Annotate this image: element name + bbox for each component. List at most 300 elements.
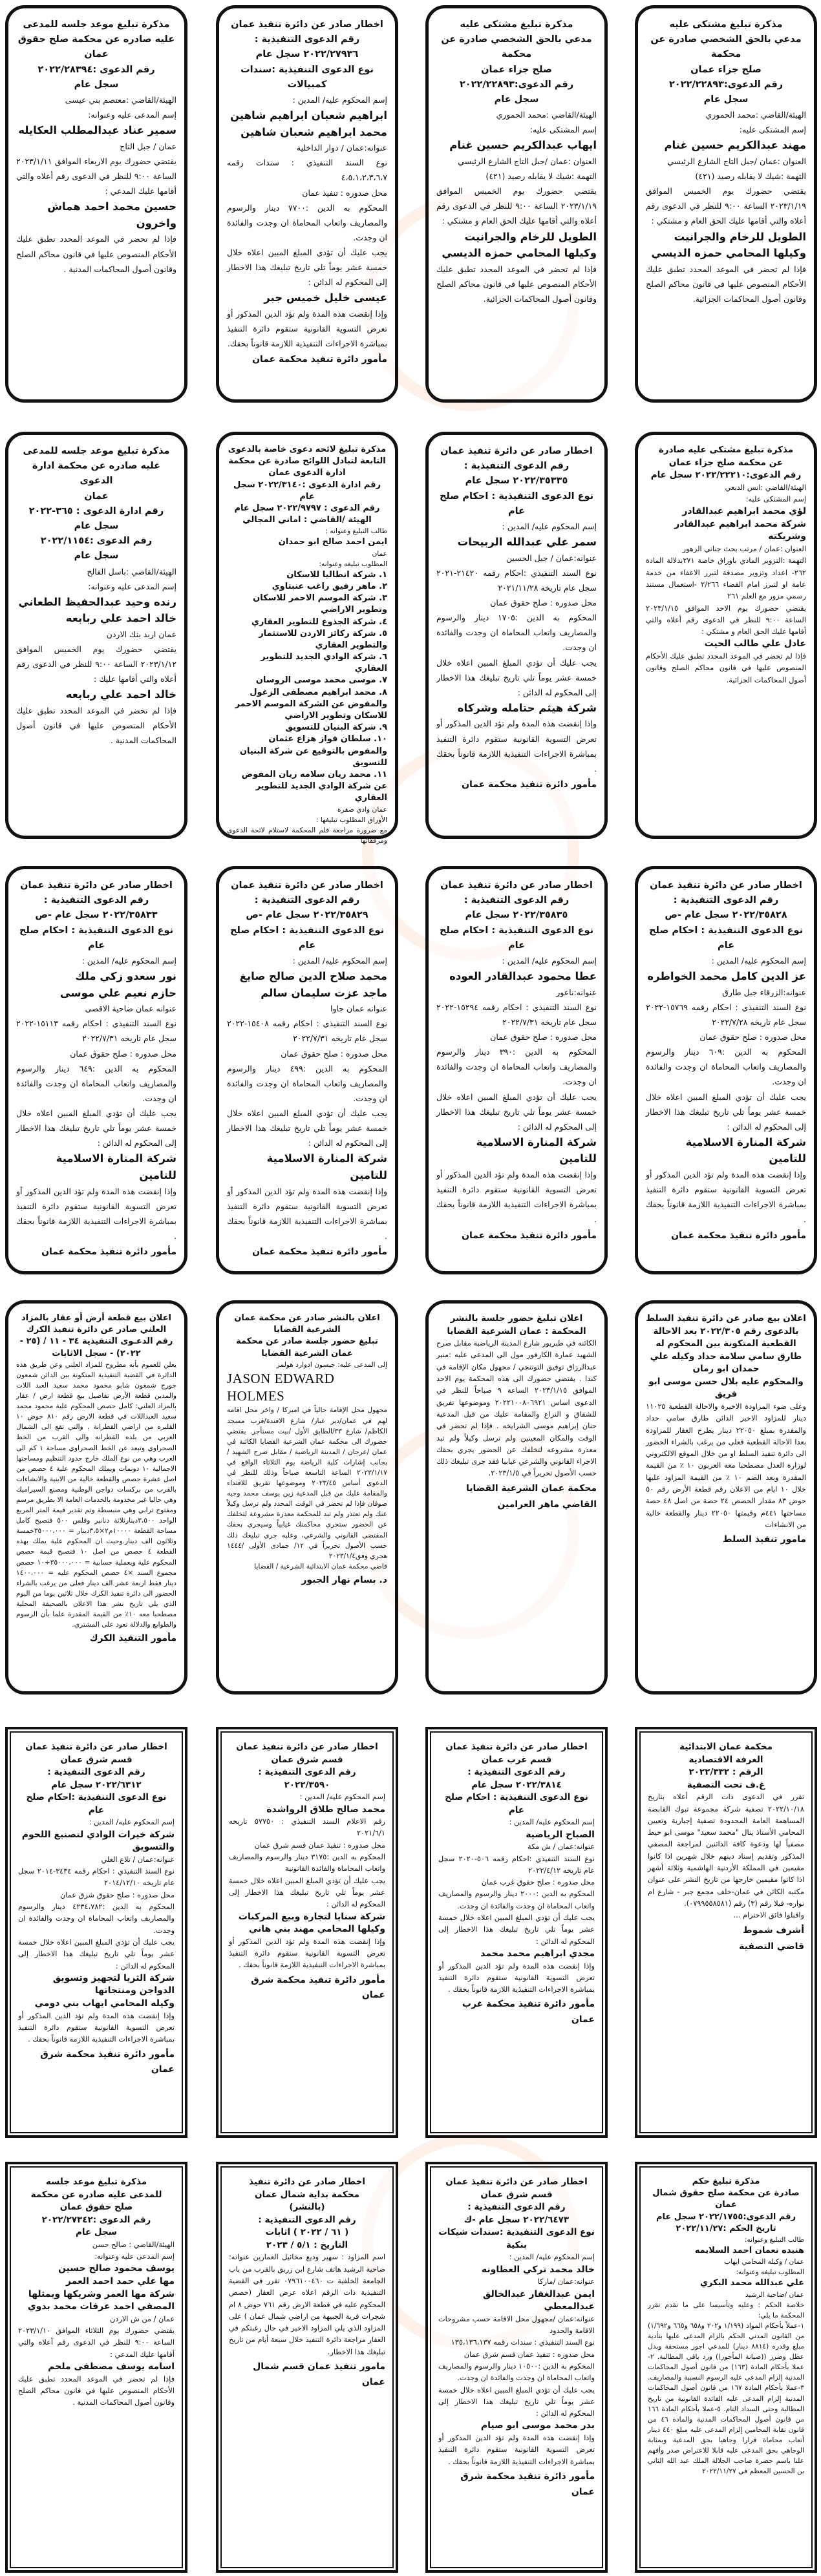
notice-signature: أشرف شموط <box>743 1925 804 1936</box>
notice-text: يقتضي حضورك يوم الخميس الموافق ٢٠٢٣/١/١٢ الساعة ٩:٠٠ للنظر في الدعوى رقم أعلاه والتي أقامها عليك : <box>16 644 176 684</box>
notice-execution <box>216 5 398 403</box>
notice-heading: نوع الدعوى التنفيذية : احكام صلح عام <box>229 925 385 951</box>
notice-text: العنوان :عمان /جبل التاج الشارع الرئيسي <box>458 156 597 166</box>
notice-signature: مأمور دائرة تنفيذ محكمة عمان <box>671 1230 806 1241</box>
notice-heading: محكمة عمان الابتدائية <box>679 1742 773 1752</box>
party-name: حازم نعيم علي موسى <box>59 986 176 999</box>
party-name: ايمن احمد صالح ابو حمدان <box>278 537 387 547</box>
notice-heading: رقم الدعوى التنفيذية : <box>258 1767 356 1778</box>
notice-heading: سجل عام <box>494 94 539 105</box>
notice-text: المحكوم به الدين :٦٠٩ دينار والرسوم والمصاريف واتعاب المحاماة ان وجدت والفائدة ان وجدت. <box>646 1047 806 1087</box>
party-name: ١. شركة انطاليا للاسكان <box>286 569 387 580</box>
notice-text: وإذا إنقضت هذه المدة ولم تؤد الدين المذكور أو تعرض التسوية القانونية ستقوم دائرة التنفيذ بمباشرة الاجراءات التنفيذية اللازمة قانوناً بحقك . <box>438 1961 595 1994</box>
notice-sale-announcement <box>635 1300 817 1694</box>
notice-text: إسم المدعى عليه وعنوانه: <box>88 581 176 591</box>
party-name: الطويل للرخام والجرانيت <box>674 230 806 243</box>
notice-text: يجب عليك أن تؤدي المبلغ المبين اعلاه خلال خمسة عشر يوماً تلي تاريخ تبليغك هذا الاخطار إلى المحكوم له الدائن : <box>18 1937 175 1970</box>
notice-heading: ٢٠٢٢/٣٥٩٠ <box>284 1779 330 1790</box>
notice-signature: مامور تنفيذ عمان قسم شمال عمان <box>253 2361 385 2387</box>
party-name: الصباح الرياضية <box>526 1829 595 1840</box>
notice-text: المحكوم به الدين :١٠٥٠٠ دينار والرسوم والمصاريف واتعاب المحاماة ان وجدت والفائدة ان وجدت. <box>438 2361 595 2383</box>
party-name: شركة المنارة الاسلامية للتامين <box>56 1152 176 1181</box>
notice-heading: مذكرة تبليغ مشتكى عليه <box>669 19 783 30</box>
notice-text: فإذا لم تحضر في الموعد المحدد تطبق عليك الأحكام المنصوص عليها في قانون محاكم الصلح وقانون أصول المحاكمات الجزائية. <box>436 264 597 304</box>
notice-heading: اخطار صادر عن دائرة تنفيذ عمان <box>25 1742 167 1752</box>
notice-heading: ٢٠٢٢/٣٥٨٢٨ سجل عام -ص <box>665 910 787 921</box>
notice-text: عنوانه:عمان / جبل الحسين <box>506 553 597 563</box>
notice-text: فإذا لم تحضر في الموعد المحدد تطبق عليك الأحكام المنصوص عليها في قانون محاكم الصلح وقانون أصول المحاكمات الجزائية. <box>646 652 806 684</box>
party-name: ماجد عزت سليمان سالم <box>261 986 387 999</box>
notice-text: محل صدوره : تنفيذ عمان قسم شرق عمان <box>254 1841 385 1850</box>
notice-judgment <box>635 2162 817 2573</box>
notice-heading: مدعي بالحق الشخصي صادرة عن محكمة <box>650 34 802 60</box>
notice-text: فإذا لم تحضر في الموعد المحدد تطبق عليك الأحكام المنصوص عليها في قانون محاكم الصلح وقانون أصول المحاكمات الجزائية. <box>646 264 806 304</box>
notice-text: محل صدوره : تنفيذ عمان <box>302 187 387 198</box>
party-name: محمد صلاح الدين صالح صايغ <box>239 970 387 983</box>
party-name: وكيله المحامي ايهاب بني دومي <box>34 1998 175 2009</box>
notice-heading: اعلان بيع قطعة أرض أو عقار بالمزاد العلني صادر عن دائرة تنفيذ الكرك <box>21 1313 172 1335</box>
notice-complaint-summons <box>635 5 817 403</box>
notice-text: الهيئة/القاضي :معتصم بني عيسى <box>65 94 176 105</box>
notice-text: نوع السند التنفيذي : احكام رقمه ١٥٧٦٩-٢٠٢٢ سجل عام تاريخه ٢٠٢٢/٧/٢٨ <box>646 1002 806 1027</box>
notice-heading: عليه صادره عن محكمة صلح حقوق عمان <box>17 34 175 60</box>
notice-text: اسم المزاود : سهير وديع مخائيل العمارين عنوانه: ضاحية الرشيد هاتف شارع ابن زريق بالقرب من باب الجامعة الخلفية ت ٠٧٩٦١٠٠٤٦٠ تقرر في القضية التنفيذية ذات الرقم اعلاه عرض العقار (حصص المحكوم عليه في قطعة الارض رقم ٧٦١ حوض ٨ ام شجرات قرية الجبيهة من اراضي شمال عمان ) على المزاود الذي يلي المزاود الاخير في حال رغبتكم في العقار مراجعة دائرة التنفيذ خلال سبعة أيام من تاريخ تبليغك هذا الاخطار. <box>228 2253 385 2356</box>
notice-hearing-summons <box>5 432 187 839</box>
notice-signature: مامور تنفيذ السلط <box>722 1534 806 1545</box>
notice-heading: نوع الدعوى التنفيذية :سندات شيكات بنكية <box>438 2227 595 2250</box>
notice-text: محل صدوره : صلح حقوق غرب عمان <box>481 1878 595 1887</box>
notice-heading: نوع الدعوى التنفيذية : احكام صلح عام <box>19 925 174 951</box>
notice-heading: ٢٠٢٢/٣٥٨٢٩ سجل عام -ص <box>246 910 368 921</box>
notice-heading: رقم ادارة الدعوى : ٣٦٥-٢٠٢٢ <box>28 505 164 516</box>
party-name: هنيده نعمان احمد السلايمه <box>694 2246 804 2256</box>
notice-signature: مأمور دائرة تنفيذ محكمة عمان <box>252 1247 387 1258</box>
notice-text: إسم المحكوم عليه/ المدين : <box>89 1818 175 1827</box>
party-name: اسامه يوسف مصطفى ملحم <box>48 2361 175 2372</box>
notice-execution <box>5 866 187 1274</box>
party-name: ١١. محمد ريان سلامه ريان المفوض عن شركة الوادي الجديد للتطوير العقاري <box>241 769 387 803</box>
notice-text: يقتضي حضورك يوم الاحد الموافق ٢٠٢٣/١/١٥ الساعة ٩:٠٠ للنظر في الدعوى رقم أعلاه والتي أقامها عليك الحق العام و مشتكي : <box>646 604 807 637</box>
notice-text: محل صدوره : صلح حقوق عمان <box>490 1032 597 1042</box>
party-name: ايهاب عبدالكريم حسين غنام <box>449 139 597 152</box>
notice-text: وإذا إنقضت هذه المدة ولم تؤد الدين المذكور أو تعرض التسوية القانونية ستقوم دائرة التنفيذ بمباشرة الاجراءات التنفيذية اللازمة قانوناً بحقك . <box>16 1186 176 1241</box>
notice-heading: غ.ف تحت التصفية <box>687 1779 765 1790</box>
notice-heading: مذكرة تبليغ موعد جلسه <box>45 2177 147 2187</box>
notice-text: التهمة :شيك لا يقابله رصيد (٤٢١) <box>695 171 806 182</box>
notice-heading: اخطار صادر عن دائرة تنفيذ <box>249 2177 365 2187</box>
notice-signature: مأمور دائرة تنفيذ محكمة غرب عمان <box>462 1999 595 2025</box>
notice-heading: ٢٠٢٢/٦٤٧٣ سجل عام -ك <box>464 2214 570 2225</box>
notice-heading: رقم الدعوى التنفيذية : <box>43 895 149 906</box>
party-name: ابراهيم شعبان ابراهيم شاهين <box>229 109 387 122</box>
notice-text: عمان اربد بنك الاردن <box>106 629 176 639</box>
notice-text: يقتضي حضورك يوم الاربعاء الموافق ٢٠٢٣/١/١١ الساعة ٩:٠٠ للنظر في الدعوى رقم أعلاه والتي أقامها عليك المدعي : <box>16 156 176 196</box>
party-name: شركة المنارة الاسلامية للتامين <box>266 1152 387 1181</box>
notice-text: المحكوم به الدين :٦٤٩ دينار والرسوم والمصاريف واتعاب المحاماة ان وجدت والفائدة ان وجدت. <box>16 1063 176 1103</box>
notice-text: يجب عليك أن تؤدي المبلغ المبين اعلاه خلال خمسة عشر يوماً تلي تاريخ تبليغك هذا الاخطار إلى المحكوم له الدائن : <box>438 2385 595 2418</box>
notice-text: يقتضي حضورك يوم الخميس الموافق ٢٠٢٣/١/١٩ الساعة ٩:٠٠ للنظر في الدعوى رقم أعلاه والتي أقامها عليك الحق العام و مشتكي : <box>436 186 597 226</box>
notice-text: الهيئة/القاضي :انس الدبعي <box>725 483 806 492</box>
notice-execution <box>216 1727 398 2138</box>
notice-text: التهمة :شيك لا يقابله رصيد (٤٢١) <box>485 171 597 182</box>
notice-text: تقرر في الدعوى ذات الرقم أعلاه بتاريخ ٢٠٢٢/١٠/١٨ تصفية شركة مجموعة تبوك القابضة المساهمة العامة المحدودة تصفية إجبارية وتعيين المحامي الأستاذ ينال "محمد سعيد" موسى ابو خيط مصفياً لها ودعوة كافة الدائنين لمراجعة المصفي المذكور وتقديم إسناد دينهم خلال شهرين اذا كانوا مقيمين في المملكة الأردنية الهاشمية وثلاثة أشهر اذا كانوا مقيمين خارجها من تاريخ النشر على عنوان مكتبه الكائن في عمان-خلف مجمع جبر - شارع ام نواره- فيلا رقم (٣) رقم (٠٧٩٩٥٥٨٥٨١). <box>648 1793 804 1908</box>
notice-text: وإذا إنقضت هذه المدة ولم تؤد الدين المذكور أو تعرض التسوية القانونية ستقوم دائرة التنفيذ بمباشرة الاجراءات التنفيذية اللازمة قانوناً بحقك . <box>436 1170 597 1225</box>
party-name: شركة المنارة الاسلامية للتامين <box>685 1135 806 1165</box>
notice-heading: اخطار صادر عن دائرة تنفيذ عمان <box>440 880 593 891</box>
notice-signature: القاضي ماهر العرامين <box>497 1499 597 1510</box>
notice-text: إسم المدعى عليه وعنوانه: <box>88 110 176 120</box>
notice-heading: اعلان بالنشر صادر عن محكمة عمان الشرعية القضايا <box>234 1313 380 1335</box>
party-name: بدر محمد موسى ابو صيام <box>480 2420 595 2431</box>
notice-text: العنوان :عمان / مرتب بحث جناني الزهور <box>682 545 806 554</box>
notice-heading: ٢٠٢٢/٣٨١٤ سجل عام <box>471 1779 562 1790</box>
notice-heading: نوع الدعوى التنفيذية : احكام صلح عام <box>439 925 594 951</box>
notice-text: المحكوم به الدين :٤٢٣٤،٧٨٢ دينار والرسوم والمصاريف واتعاب المحاماة ان وجدت والفائدة ان وجدت. <box>18 1903 175 1935</box>
notice-text: المطلوب تبليغه وعنوانه: <box>736 2268 804 2277</box>
party-name: شركة مها العمر وشريكها ويمثلها المصفي احمد عرفات محمد بدوي <box>27 2288 175 2312</box>
party-name: مها علي حمد احمد العمر <box>65 2276 175 2286</box>
notice-text: عنوانه:عمان / دوار الداخلية <box>296 143 387 153</box>
party-name: ايمن عبدالغفار عبدالخالق عبدالمعطي <box>482 2288 595 2312</box>
notice-heading: (بالنشر) <box>289 2202 325 2213</box>
notice-heading: مذكرة تبليغ موعد جلسه للمدعى <box>23 19 170 30</box>
notice-heading: قسم شرق عمان <box>480 2189 553 2200</box>
notice-text: إسم المحكوم عليه/ المدين : <box>299 1793 385 1802</box>
notice-signature: مأمور دائرة تنفيذ محكمة شرق عمان <box>40 2049 175 2075</box>
notice-text: عنوانه:عمان /ماركا <box>537 2277 595 2286</box>
notice-heading: قسم شرق عمان <box>60 1754 133 1765</box>
notice-text: وإذا إنقضت هذه المدة ولم تؤد الدين المذكور أو تعرض التسوية القانونية ستقوم دائرة التنفيذ بمباشرة الاجراءات التنفيذية اللازمة قانوناً بحقك. <box>227 309 387 349</box>
notice-text: المطلوب تبليغه وعنوانه: <box>319 560 387 568</box>
party-name: سمير عناد عبدالمطلب العكايله <box>18 124 176 137</box>
notice-complaint-summons <box>425 5 608 403</box>
notice-execution <box>425 1727 608 2138</box>
notice-text: إسم المحكوم عليه/ المدين : <box>711 955 806 966</box>
notice-text: إسم المحكوم عليه/ المدين : <box>81 955 176 966</box>
notice-text: يجب عليك أن تؤدي المبلغ المبين اعلاه خلال خمسة عشر يوماً تلي تاريخ تبليغك هذا الاخطار إلى المحكوم له الدائن : <box>436 1092 597 1132</box>
notice-heading: سجل عام <box>76 2227 117 2238</box>
notice-text: عمان / جبل التاج <box>120 141 176 151</box>
notice-execution <box>635 866 817 1274</box>
notice-text: قاضي محكمة عمان الابتدائية الشرعية / القضايا <box>254 1562 387 1570</box>
notice-text: وإذا إنقضت هذه المدة ولم تؤد الدين المذكور أو تعرض التسوية القانونية ستقوم دائرة التنفيذ بمباشرة الاجراءات التنفيذية اللازمة قانوناً بحقك . <box>229 1937 385 1970</box>
notice-text: نوع السند التنفيذي : سندات رقمه ١٣٥،١٣٦،١٣٧ <box>451 2338 595 2347</box>
notice-text: إسم المحكوم عليه/ المدين : <box>509 1818 595 1827</box>
notice-signature: مأمور دائرة تنفيذ محكمة شرق عمان <box>460 2471 595 2497</box>
party-name: محمد ابراهيم شعبان شاهين <box>240 125 387 138</box>
notice-execution <box>425 2162 608 2573</box>
notice-heading: الهيئة /القاضي : اماني المجالي <box>242 515 372 525</box>
notice-heading: اخطار صادر عن دائرة تنفيذ عمان <box>650 880 802 891</box>
notice-liquidation <box>635 1727 817 2138</box>
notice-heading: رقم الدعوى التنفيذية : <box>467 2202 566 2213</box>
notice-text: الهيئة/القاضي :محمد الحموري <box>705 110 806 120</box>
notice-heading: والمحكوم عليه بلال حسن موسى ابو قريق <box>648 1376 804 1400</box>
notice-text: طالب التبليغ وعنوانه : <box>325 527 387 536</box>
party-name: شركة المنارة الاسلامية للتامين <box>476 1135 597 1165</box>
party-name: ٤. شركة الجذوع للتطوير العقاري <box>251 617 387 627</box>
party-name: شركة خيرات الوادي لتصنيع اللحوم والتسويق <box>21 1829 175 1853</box>
party-name-latin: JASON EDWARD HOLMES <box>227 1370 335 1404</box>
notice-heading: للمدعى عليه صادره عن محكمة <box>30 2189 162 2200</box>
notice-heading: رقم الدعـوى التنفيذية ٣٤ - ١١ / (٢٥ - ٢٠٢٢) - سجل الاثابات <box>19 1336 173 1358</box>
notice-text: عمان / وكيله المحامي ايهاب <box>724 2258 804 2266</box>
notice-text: إسم المشتكى عليه: <box>745 494 806 503</box>
party-name: الطويل للرخام والجرانيت <box>464 230 597 243</box>
notice-text: الهيئة/القاضي : صالح حسن <box>92 2240 175 2249</box>
notice-text: وعلى ضوء المزاودة الاخيرة والاحالة القطعية ١١٠٢٥ دينار للمزاود الاخير الدائن طارق سامي حداد والمقدرة بمبلغ ٢٢٠٥٠ دينار يطرح العقار للمزاودة بعدا الاحالة القطعية فعلى من يرغب بالشراء الحضور الى دائرة تنفيذ السلط او من خلال الموقع الالكتروني لوزارة العدل مصطحبا معه العربون ١٠ ٪ من القيمة المقدرة وبعد الضم ١٠ ٪ من القيمة المزاود عليها خلال ١٠ ايام من الاعلان رقم قطعة الأرض رقم ٥٠ حوض ٨٣ مقدار الحصص ٢٤ حصة من اصل ٤٨ حصة مساحتها ٤٤١م وقيمتها ٢٢٠٥٠ دينار والقطعة خالية من الانشاءات <box>646 1402 807 1529</box>
party-name: وكيلها المحامي مهند بني هاني <box>248 1924 385 1935</box>
notice-text: عمان /ضاحية الرشيد <box>745 2290 804 2299</box>
notice-text: إسم المحكوم عليه/ المدين : <box>502 955 597 966</box>
notice-heading: رقم الدعوى التنفيذية : <box>258 2214 356 2225</box>
notice-heading: رقم الدعوى:٢٠٢٢/١٧٥٥ سجل عام <box>656 2212 796 2222</box>
notice-heading: نوع الدعوى التنفيذية :سندات كمبيالات <box>240 64 374 90</box>
party-name: محمد صالح طلاق الرواشدة <box>266 1804 385 1815</box>
notice-heading: رقم الدعوى:٢٠٢٢/٢٢٢١٠ سجل عام <box>650 470 802 481</box>
notice-heading: صلح حقوق عمان <box>59 2202 133 2213</box>
notice-text: يجب عليك أن تؤدي المبلغ المبين اعلاه خلال خمسة عشر يوماً تلي تاريخ تبليغك هذا الاخطار إلى المحكوم له الدائن : <box>227 1108 387 1148</box>
notice-text: محل صدوره : صلح حقوق عمان <box>490 598 597 607</box>
notice-heading: مذكرة تبليغ حكم <box>692 2177 760 2186</box>
notice-text: خلاصة الحكم : وعليه وتأسيسا على ما تقدم تقرر المحكمة ما يلي: <box>648 2301 804 2319</box>
party-name: مهند عبدالكريم حسين غنام <box>664 139 806 152</box>
party-name: ٧. موسى محمد موسى الروسان <box>255 675 387 686</box>
notice-heading: مذكرة تبليغ موعد جلسه للمدعى <box>23 446 170 456</box>
notice-text: يجب عليك أن تؤدي المبلغ المبين اعلاه خلال خمسة عشر يوماً تلي تاريخ تبليغك هذا الاخطار إلى المحكوم له الدائن : <box>16 1108 176 1148</box>
notice-text: نوع السند التنفيذي : احكام رقمه ١٥٤٠٨-٢٠٢٢ سجل عام تاريخه ٢٠٢٢/٧/٣١ <box>227 1019 387 1044</box>
notice-text: مع ضرورة مراجعة قلم المحكمة لاستلام لائحة الدعوى ومرفقاتها <box>227 826 387 845</box>
notice-text: المحكوم به الدين :٧٧٠٠ دينار والرسوم والمصاريف واتعاب المحاماة ان وجدت والفائدة ان وجدت. <box>227 202 388 242</box>
notice-heading: رقم الدعوى:٢٠٢٢/٢٢٨٩٣ <box>459 79 574 90</box>
notice-heading: ( ٦١ / ٢٠٢٢ ) اثابات <box>265 2227 349 2238</box>
notice-text: عنوانه عمان جاوا <box>330 1004 387 1014</box>
notice-text: المحكوم به الدين :٢٠٠٠ دينار والرسوم والمصاريف واتعاب المحاماة ان وجدت والفائدة ان وجدت. <box>438 1890 595 1910</box>
notice-text: عمان <box>372 549 387 558</box>
notice-heading: رقم الدعوى التنفيذية : <box>673 895 779 906</box>
notice-text: يقتضي حضورك يوم الخميس الموافق ٢٠٢٣/١/١٩ الساعة ٩:٠٠ للنظر في الدعوى رقم أعلاه والتي أقامها عليك الحق العام و مشتكي : <box>646 186 806 226</box>
party-name: يوسف محمود صالح حسين <box>58 2263 175 2274</box>
notice-heading: اخطار صادر عن دائرة تنفيذ عمان <box>231 19 383 30</box>
party-name: خالد احمد علي ربابعه <box>65 612 176 625</box>
notice-signature: قاضي التصفية <box>739 1941 804 1952</box>
party-name: ٢. ماهر رفيق راغب عنبتاوي <box>272 581 387 591</box>
notice-hearing-summons <box>5 2162 187 2573</box>
notice-text: نوع السند التنفيذي :احكام رقمه ٥٠٦-٢٠٢٠ سجل عام تاريخه ٢٠٢٢/٤/١٢ <box>438 1854 595 1875</box>
notice-heading: اخطار صادر عن دائرة تنفيذ عمان قسم غرب عمان <box>445 1742 588 1765</box>
notice-heading: اخطار صادر عن دائرة تنفيذ عمان قسم شرق عمان <box>236 1742 378 1765</box>
notice-text: يجب عليك أن تؤدي المبلغ المبين اعلاه خلال خمسة عشر يوماً تلي تاريخ تبليغك هذا الاخطار إلى المحكوم له الدائن : <box>438 1914 595 1946</box>
notice-sharia-publication <box>216 1300 398 1694</box>
notice-heading: سجل عام <box>74 551 119 562</box>
party-name: عطا محمود عبدالقادر العوده <box>449 970 597 983</box>
notice-text: وإذا إنقضت هذه المدة ولم تؤد الدين المذكور أو تعرض التسوية القانونية ستقوم دائرة التنفيذ بمباشرة الاجراءات التنفيذية اللازمة قانوناً بحقك . <box>18 2011 175 2044</box>
notice-execution-auction <box>216 2162 398 2573</box>
party-name: رنده وحيد عبدالحفيظ الطعاني <box>18 595 176 608</box>
notice-heading: رقم الدعوى التنفيذية : <box>464 895 570 906</box>
party-name: ٩. شركة البنيان للتسويق <box>285 723 387 733</box>
notice-text: المحكوم به الدين :٣١٧٥ دينار والرسوم والمصاريف واتعاب المحاماة والفائدة القانونية <box>229 1853 385 1874</box>
notice-text: إسم المحكوم عليه/ المدين : <box>502 521 597 531</box>
party-name: ٥. شركة ركائز الاردن للاستثمار والتطوير العقاري <box>259 628 387 650</box>
party-name: نور سعدو زكي ملك <box>75 970 176 983</box>
party-name: عز الدين كامل محمد الخواطره <box>647 970 806 983</box>
notice-text: المحكوم به الدين :٤٩٩ دينار والرسوم والمصاريف واتعاب المحاماة ان وجدت والفائدة ان وجدت. <box>227 1063 387 1103</box>
notice-text: عنوانه:عمان /مجهول محل الاقامة حسب مشروحات الاقامة والحدود <box>438 2314 595 2336</box>
notice-heading: صلح جزاء عمان <box>690 64 762 75</box>
notice-text: واقبلوا فائق الاحترام ... <box>733 1911 804 1920</box>
party-name: حسين محمد احمد هماش واخرون <box>47 200 176 229</box>
notice-text: يعلن للعموم بأنه مطروح للمزاد العلني وعن طريق هذه الدائرة في القضية التنفيذية المتكونة بين الدائن شمعون جورج شمعون شابو محمود محمد سعيد العبد اللات والمدين قطعة الأرض تفاصيل بيع قطعة ارض / عقار بالمزاد العلني: كامل حصص المحكوم علية محمود محمد سعيد العبداللات في قطعة الارض رقم ٨١٠ حوض ١٠ القلبره من اراضي القطرانة . والتي تقع الى الشمال الغربي من بلده القطرانه والى القرب من الخط الصحراوي وتبعد عن الخط الصحراوي مساحة ١ كم الى الغرب وهي من نوع الملك خارج حدود التنظيم ومساحتها الاجمالية ١٠ دونمات ويملك المحكوم علية ٤ حصص من اصل عشرة حصص والقطعة خالية من الابنية والانشاءات بالقرب من بركسات دواجن الوطنية ومصنع السيراميك وهي حاليا غير مخدومة بالخدمات العامة الا بطريق مرسم ومفتوح ترابي وهي منبسطة وتم تقدير قيمة المتر المربع الواحد ٣،٥٠٠دينارثلاثة دنانير وفلس ٥٠٠ فتصبح كامل مساحة القطعة ١٠٠٠٠م٢×٣،٥دينار = ٣٥٠٠٠،٠٠٠خمسة وثلاثون الف دينار.وحيث ان المحكوم علية يملك بهذه القطعة ٤ حصص من اصل ١٠ فتصبح قيمة حصص المحكوم علية وبعملية حسابية = ٣٥٠٠٠،٠٠٠÷١٠ حصص مجموع السند ×٤ حصص المحكوم عليه = ١٤٠٠،٠٠٠ دينار فقط اربعة عشر الف دينار فعلى من يرغب بالشراء الحضور الى دائرة تنفيذ الكرك خلال ثلاثين يوما من اليوم الذي يلي تاريخ نشر هذا الاعلان بالصحيفة المحلية مصطحبا معه ١٠٪ من القيمة المقدرة علما بأن الرسوم والطوابع والدلالة تعود على المشتري. <box>16 1360 177 1629</box>
notice-text: إسم المشتكى عليه: <box>739 125 806 135</box>
notice-text: المحكوم به الدين :٣٩٠ دينار والرسوم والمصاريف واتعاب المحاماة ان وجدت والفائدة ان وجدت. <box>436 1047 597 1087</box>
party-name: ٦. شركة الوادي الجديد للتطوير العقاري <box>261 652 387 674</box>
notice-heading: عن محكمة صلح جزاء عمان <box>668 457 784 468</box>
notice-text: عنوانه:ناعور <box>556 987 597 997</box>
notice-heading: مدعي بالحق الشخصي صادرة عن محكمة <box>441 34 592 60</box>
notice-text: رقم الاعلام السند التنفيذي : ٥٧٧٥٠ تاريخه ٢٠٢١/٦/١ <box>229 1817 385 1838</box>
notice-heading: رقم الدعوى التنفيذية : <box>254 34 360 45</box>
notice-heading: التاريخ : ٥/١ / ٢٠٢٣ <box>266 2239 348 2250</box>
notice-signature: مأمور التنفيذ الكرك <box>89 1633 176 1644</box>
notice-text: يجب عليك أن تؤدي المبلغ المبين اعلاه خلال خمسة عشر يوماً تلي تاريخ تبليغك هذا الاخطار إلى المحكوم له الدائن : <box>436 657 597 697</box>
notice-heading: مذكرة تبليغ لائحه دعوى خاصة بالدعوى التابعة لتبادل اللوائح صادرة عن محكمة ادارة الدعوى عمان <box>228 445 387 478</box>
party-name: لؤي محمد ابراهيم عبدالقادر <box>682 506 806 517</box>
notice-execution <box>425 866 608 1274</box>
party-name: وكيلها المحامي حمزه الديسي <box>651 247 806 260</box>
party-name: علي عبدالله محمد البكري <box>700 2278 804 2288</box>
notice-text: محل صدوره : صلح حقوق عمان <box>70 1048 176 1059</box>
notice-signature: محكمة عمان الشرعية القضايا <box>465 1483 597 1494</box>
notice-heading: اعلان بيع صادر عن دائرة تنفيذ السلط بالدعوى رقم ٢٠٢٢/٣٠٥ بعد الاحالة القطعية المتكونة بين المحكوم له طارق سامي سلامة حداد وكيله علي حمدان ابو رمان <box>646 1313 806 1375</box>
notice-text: فإذا لم تحضر في الموعد المحدد تطبق عليك الأحكام المنصوص عليها في قانون محاكم الصلح وقانون أصول المحاكمات المدنية . <box>18 2374 175 2407</box>
notice-text: نوع السند التنفيذي : احكام رقمه ٣٤٣٤-٢٠١٤ سجل عام تاريخه ٢٠١٤/١٢/١٠ <box>18 1867 175 1888</box>
notice-heading: عليه صادره عن محكمة ادارة الدعوى <box>32 461 161 487</box>
party-name: ٨. محمد ابراهيم مصطفى الزغول والمفوض عن الشركة الموسم الاحمر للاسكان وتطوير الاراضي <box>235 687 387 721</box>
notice-text: عنوانه:عمان / تلاع العلي <box>101 1855 175 1864</box>
notice-text: إسم المشتكى عليه: <box>529 125 597 135</box>
notice-text: التهمة :التزوير المادي باوراق خاصة ٢٧١بدلالة المادة ٢٦٢- اعداد وتزوير مصدقة لتبرر الاعفاء من خدمة عامة او لتبرز امام القضاء ٢/٢٦٦ -استعمال مستند رسمي مزور مع العلم ٢٦١ <box>646 556 806 601</box>
notice-text: محل صدوره : صلح حقوق عمان <box>699 1032 806 1042</box>
notice-text: إسم المحكوم عليه/ المدين : <box>292 94 387 105</box>
notice-text: عمان / من ش الاردن <box>110 2314 175 2323</box>
notice-heading: نوع الدعوى التنفيذية : احكام صلح عام <box>439 491 594 516</box>
notice-heading: عمان <box>84 491 109 501</box>
notice-heading: رقم الدعوى : ٢٠٢٢/٩٧٩٧ سجل عام <box>234 503 380 513</box>
party-name: خالد محمد تركي العطاونه <box>481 2264 595 2275</box>
notice-text: وإذا إنقضت هذه المدة ولم تؤد الدين المذكور أو تعرض التسوية القانونية ستقوم دائرة التنفيذ بمباشرة الاجراءات التنفيذية اللازمة قانوناً بحقك . <box>227 1186 387 1241</box>
notice-hearing-summons <box>5 5 187 403</box>
notice-heading: نوع الدعوى التنفيذية :احكام صلح عام <box>26 1792 167 1815</box>
notice-execution <box>5 1727 187 2138</box>
notice-heading: رقم ادارة الدعوى :٢٠٢٢/٣١٤٠ سجل عام <box>233 480 381 501</box>
notice-text: نوع السند التنفيذي : احكام رقمه ١٥٢٩٤-٢٠٢٢ سجل عام تاريخه ٢٠٢٢/٧/٣١ <box>436 1002 597 1027</box>
notice-execution <box>425 432 608 839</box>
notice-execution <box>216 866 398 1274</box>
party-name: خالد احمد علي ربابعه <box>65 688 176 701</box>
notice-heading: رقم الدعوى :٢٠٢٢/٢٧٣٤٢ <box>41 2214 151 2225</box>
notice-text: إسم المدعى عليه وعنوانه: <box>94 2252 175 2261</box>
notice-text: الهيئة/القاضي :محمد الحموري <box>496 110 597 120</box>
party-name: مجدي ابراهيم محمد محمد <box>480 1948 595 1959</box>
notice-heading: تبليغ حضور جلسة صادر عن محكمة عمان الشرعية القضايا <box>236 1336 378 1358</box>
notice-heading: نوع الدعوى التنفيذية : احكام صلح عام <box>445 1792 588 1815</box>
notice-heading: رقم الدعوى :٢٠٢٢/٢٨٣٩٤ <box>37 64 155 75</box>
notice-text: نوع السند التنفيذي : سندات رقمه ٤،٥،١،٢،٣،٦،٧ <box>227 158 387 183</box>
party-name: ١٠. سلطان فواز هزاع عثمان والمفوض بالتوقيع عن شركة البنيان للتسويق <box>239 734 387 768</box>
notice-text: العنوان :عمان /جبل التاج الشارع الرئيسي <box>667 156 806 166</box>
notice-text: مجهول محل الإقامة حالياً في اميركا / واخر محل اقامه لهم في عمان/دير غبار/ شارع الافندة/قرب مسجد الكاظم/ شارع ٣٣/الطابق الأول /بيت مستأجر. يقتضي حضورك الى محكمة عمان الشرعية القضايا الكائنة في عمان /عرجان / المدينة الرياضية / مقابل صرح الشهيد /بجانب إشارات كلية الرياضة يوم الثلاثاء الواقع في ٢٠٢٣/١/١٧ الساعة التاسعة صباحاً وذلك للنظر في الدعوى أساس ٢٠٢٣/٤٥ وموضوعها تفريق للافتداء والمقامة عليك من قبل المدعية زين يوسف محمد وجيه صوفان فإذا لم تحضر في الوقت المحدد ولم ترسل وكيلاً عنك ولم تعتذر ولم تبد للمحكمة معذرة مشروعة لتخلفك عن الحضور ستجري محاكمتك غيابياً وسيجري بحقك المقتضى القانوني والشرعي، وعليه جرى تبليغك ذلك حسب الأصول تحريراً في ١٢/ جمادى الأولى /١٤٤٤ هجري وفق٢٠٢٣/١/٤ <box>227 1406 387 1560</box>
notice-text: يقتضي حضورك يوم الثلاثاء الموافق ٢٠٢٣/١/١٠ الساعة ٩:٠٠ للنظر في الدعوى رقم أعلاه والتي أقامها عليك المدعي : <box>18 2327 175 2359</box>
party-name: شركة محمد ابراهيم عبدالقادر وشريكته <box>674 518 806 542</box>
party-name: وكيلها المحامي حمزه الديسي <box>442 247 597 260</box>
party-name: عيسى خليل خميس جبر <box>264 291 387 304</box>
party-name: ٣. شركة الموسم الاحمر للاسكان وتطوير الاراضي <box>253 593 387 615</box>
party-name: شركة سنايا لتجارة وبيع المركبات <box>238 1911 385 1922</box>
party-name: شركة الثريا لتجهيز وتسويق الدواجن ومنتجاتها <box>52 1972 175 1996</box>
notice-heading: ٢٠٢٢/٣٥٣٣٥ سجل عام <box>465 476 568 487</box>
party-name: شركة هيثم حتامله وشركاه <box>457 701 597 714</box>
notice-text: محل صدوره : صلح حقوق عمان <box>281 1048 387 1059</box>
notice-text: فإذا لم تحضر في الموعد المحدد تطبق عليك الأحكام المنصوص عليها في قانون أصول المحاكمات المدنية . <box>16 705 176 746</box>
notice-heading: ٢٠٢٢/٦٣١٢ سجل عام <box>51 1779 142 1790</box>
party-name: عادل علي طالب الحيت <box>704 639 806 649</box>
party-name: سمر علي عبدالله الربيحات <box>457 536 597 549</box>
notice-text: إسم المحكوم عليه/ المدين : <box>509 2253 595 2262</box>
notice-heading: رقم الدعوى :٢٠٢٢/١١٥٤ <box>40 536 153 547</box>
notice-heading: ٢٠٢٢/٣٥٨٣٥ سجل عام <box>465 910 568 921</box>
notice-heading: الرقم : ٢٠٢٢/٣٣٢ <box>688 1767 763 1778</box>
notice-heading: رقم الدعوى التنفيذية : <box>467 1767 566 1778</box>
notice-heading: رقم الدعوى:٢٠٢٢/٢٢٨٩٣ <box>668 79 784 90</box>
notice-text: نوع السند التنفيذي : احكام رقمه ١٥١١٣-٢٠٢٢ سجل عام تاريخه ٢٠٢٢/٧/٣١ <box>16 1019 176 1044</box>
notice-heading: صلح جزاء عمان <box>481 64 552 75</box>
notice-heading: رقم الدعوى التنفيذية : <box>47 1767 145 1778</box>
notice-text: عمان وادي صقرة <box>337 805 387 814</box>
notice-heading: رقم الدعوى التنفيذية : <box>464 461 570 472</box>
notice-text: المحكوم به الدين :١٧٠٥ دينار والرسوم والمصاريف واتعاب المحاماة ان وجدت والفائدة ان وجدت. <box>436 613 597 653</box>
notice-signature: مأمور دائرة تنفيذ محكمة عمان <box>462 1230 597 1241</box>
notice-heading: المحكمة : عمان الشرعية القضايا <box>447 1325 586 1336</box>
notice-text: محل صدوره : تنفيذ عمان قسم شرق عمان <box>464 2350 595 2359</box>
notice-heading: سجل عام <box>74 79 119 90</box>
notice-text: الكائنه في طبربور شارع المدينة الرياضية مقابل صرح الشهيد عمارة الكارفور مول الى المدعى عليه :منير عبدالرزاق توفيق التوتنجي / مجهول مكان الإقامة في كندا . يقتضي حضورك الى هذه المحكمة يوم الاحد الموافق ٢٠٢٣/١/١٥ الساعة ٩ صباحاً للنظر في الدعوى اساس ٢٠٢٢١٠٠٨٠٦٩٢١ وموضوعها تفريق للشقاق و النزاع والمقامة عليك من قبل المدعية حنان إبراهيم موسى الشرايخه . فإذا لم تحضر في الوقت والمكان المعينين ولم ترسل وكيلاً ولم تبد معذرة مشروعه لتخلفك عن الحضور يجري بحقك الاجراء القانوني والشرعي غيابيا فقد جرى تبليغك ذلك حسب الأصول تحريراً في ٢٠٢٣/١/٥. <box>436 1339 597 1478</box>
notice-text: الأوراق المطلوب تبليغها : <box>315 816 387 824</box>
notice-text: يجب عليك أن تؤدي المبلغ المبين اعلاه خلال خمسة عشر يوماً تلي تاريخ تبليغك هذا الاخطار إلى المحكوم له الدائن : <box>646 1092 806 1132</box>
notice-text: يجب عليك أن تؤدي المبلغ المبين اعلاه خلال خمسة عشر يوماً تلي تاريخ تبليغك هذا الاخطار إلى المحكوم له الدائن : <box>229 1876 385 1909</box>
notice-text: عنوانه:عمان / ش مكة <box>528 1842 595 1852</box>
notice-heading: مذكرة تبليغ مشتكى عليه صادرة <box>658 445 794 455</box>
notice-land-auction <box>5 1300 187 1694</box>
notice-heading: سجل عام <box>74 520 119 531</box>
notice-heading: نوع الدعوى التنفيذية : احكام صلح عام <box>648 925 804 951</box>
notice-heading: تاريخ الحكم :٢٠٢٢/١١/٢٧ <box>676 2223 776 2233</box>
notice-text: طالب التبليغ وعنوانه: <box>744 2235 804 2244</box>
notice-signature: مأمور دائرة تنفيذ محكمة عمان <box>252 354 387 365</box>
notice-heading: الغرفة الاقتصادية <box>688 1754 763 1765</box>
notice-text: يجب عليك أن تؤدي المبلغ المبين اعلاه خلال خمسة عشر يوماً تلي تاريخ تبليغك هذا الاخطار إلى المحكوم له الدائن : <box>227 248 387 288</box>
notice-text: إسم المحكوم عليه/ المدين : <box>292 955 387 966</box>
notice-signature: مأمور دائرة تنفيذ محكمة عمان <box>462 779 597 790</box>
notice-signature: مأمور دائرة تنفيذ محكمة عمان <box>41 1247 176 1258</box>
notice-text: وإذا إنقضت هذه المدة ولم تؤد الدين المذكور أو تعرض التسوية القانونية ستقوم دائرة التنفيذ بمباشرة الاجراءات التنفيذية اللازمة قانوناً بحقك . <box>438 2434 595 2466</box>
notice-text: عنوانه:الزرقاء جبل طارق <box>722 987 806 997</box>
notice-text: إلى المدعى عليه: جيسون ادوارد هولمز <box>276 1360 387 1369</box>
notice-text: نوع السند التنفيذي :احكام رقمه ٢١٤٢٠-٢٠٢١ سجل عام تاريخه ٢٠٢١/١١/٢٨ <box>436 567 597 593</box>
notice-text: ١-عملاً بأحكام المواد (١/١٩٩ و٢٠٢ و٦٥٨ و٦٦٥ و١/٦٩٢) من القانون المدني الحكم بالزام المدعى عليها بتأدية مبلغ وقدره (٨٨١٤ دينار) للمدعي اجور مستحقة وبدل عطل وضرر ((صيانة المأجور)) ورد باقي المطالبة. ٢-عملا بأحكام المادة (١٦٣) من قانون أصول المحاكمات المدنية إلزام المدعى عليه الرسوم النسبية والمصاريف. ٣-عملا بأحكام المادة ١٦٧ من قانون أصول المحاكمات المدنية إلزام المدعى عليه الفائدة القانونية من تاريخ المطالبة وحتى السداد التام. ٥-عملا بأحكام المادة ١٦٦ من قانون أصول المحاكمات المدنية والمادة ٤٦ من قانون نقابة المحامين إلزام المدعى عليه مبلغ ٤٤٠ دينار أتعاب محاماة قرارا وجاهيا بحق المدعية وبمثابة الوجاهي بحق المدعى عليه قابلا للاعتراض صدر وأفهم علنا باسم حضرة صاحب الجلالة الملك عبد الله الثاني بن الحسين المعظم في ٢٠٢٢/١١/٢٧ <box>648 2321 805 2476</box>
notice-lawsuit-statement <box>216 432 398 845</box>
notice-heading: محكمة بداية شمال عمان <box>255 2189 359 2200</box>
